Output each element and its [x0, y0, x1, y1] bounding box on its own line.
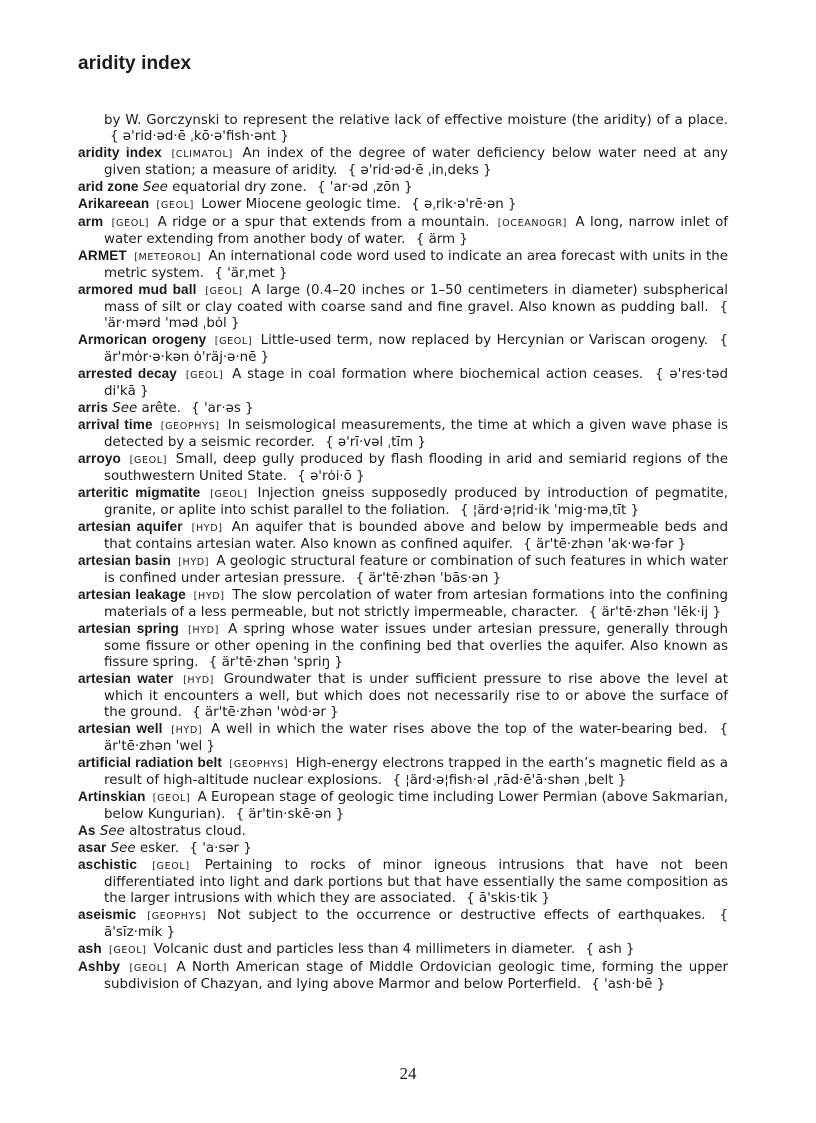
dictionary-entry: [78, 587, 728, 621]
entry-definition: A well in which the water rises above the top of the water-bearing bed.: [211, 722, 708, 737]
entry-term: ash: [78, 941, 102, 956]
entry-definition: A large (0.4–20 inches or 1–50 centimeters in diameter) subspherical mass of silt or clay coated with coarse sand and fine gravel. Also known as pudding ball.: [104, 283, 728, 315]
entry-field-label: [GEOL]: [129, 455, 168, 466]
entry-field-label: [CLIMATOL]: [171, 149, 233, 160]
entry-term: aschistic: [78, 857, 138, 872]
entry-term: As: [78, 823, 96, 838]
entry-term: artesian spring: [78, 621, 179, 636]
page-number: 24: [399, 1064, 417, 1083]
entry-pronunciation: { är'tē·zhən 'spriŋ }: [208, 655, 343, 670]
dictionary-entry: [78, 823, 728, 840]
dictionary-entry: [78, 553, 728, 587]
entry-term: artesian leakage: [78, 587, 186, 602]
entry-pronunciation: { 'ar·əs }: [191, 401, 254, 416]
dictionary-entry: [78, 196, 728, 214]
entry-pronunciation: { är'tin·skē·ən }: [235, 807, 345, 822]
entry-cross-reference-label: See: [142, 180, 168, 195]
entry-pronunciation: { ¦ärd·ə¦rid·ik 'mig·məˌtīt }: [459, 503, 640, 518]
entry-field-label: [GEOL]: [205, 286, 243, 297]
entry-pronunciation: { är'tē·zhən 'wȯd·ər }: [192, 705, 339, 720]
entry-definition: An index of the degree of water deficiency below water need at any given station; a measure of aridity.: [104, 146, 728, 178]
entry-term: arroyo: [78, 451, 121, 466]
running-header: aridity index: [78, 53, 192, 74]
entry-pronunciation: { ā'sīz·mik }: [104, 908, 728, 940]
entry-pronunciation: { 'ash·bē }: [591, 977, 666, 992]
entry-term: arteritic migmatite: [78, 485, 201, 500]
entry-term: aridity index: [78, 145, 162, 160]
entry-pronunciation: { är'tē·zhən 'bās·ən }: [355, 571, 502, 586]
dictionary-entry: [78, 721, 728, 755]
dictionary-entry: [78, 857, 728, 907]
entry-definition: Pertaining to rocks of minor igneous intrusions that have not been differentiated into light and dark portions but that have essentially the same composition as the larger intrusions with which they are associated.: [104, 858, 728, 906]
entry-definition: Not subject to the occurrence or destructive effects of earthquakes.: [217, 908, 706, 923]
entry-field-label: [OCEANOGR]: [497, 218, 567, 229]
entry-cross-reference: arête.: [141, 401, 181, 416]
entry-definition: A geologic structural feature or combination of such features in which water is confined under artesian pressure.: [104, 554, 728, 586]
entry-field-label: [GEOL]: [129, 963, 167, 974]
entry-field-label: [GEOPHYS]: [147, 911, 207, 922]
entry-pronunciation: { ärm }: [415, 232, 468, 247]
entry-field-label: [HYD]: [188, 625, 219, 636]
entry-term: artesian water: [78, 671, 174, 686]
entry-field-label: [GEOPHYS]: [229, 759, 289, 770]
entry-field-label: [GEOL]: [152, 793, 191, 804]
entry-cross-reference-label: See: [99, 824, 125, 839]
entry-term: Arikareean: [78, 196, 150, 211]
dictionary-entry: [78, 755, 728, 789]
entry-field-label: [GEOL]: [214, 336, 253, 347]
continued-entry: [78, 113, 728, 145]
entry-definition: A North American stage of Middle Ordovician geologic time, forming the upper subdivision of Chazyan, and lying above Marmor and below Porterfield.: [104, 960, 728, 992]
entry-term: asar: [78, 840, 107, 855]
entry-pronunciation: { ā'skis·tik }: [466, 891, 550, 906]
entry-pronunciation: { ¦ärd·ə¦fish·əl ˌrād·ē'ā·shən ˌbelt }: [392, 773, 627, 788]
entry-pronunciation: { är'tē·zhən 'lēk·ij }: [588, 605, 721, 620]
entry-pronunciation: { ə'res·təd di'kā }: [104, 367, 729, 399]
dictionary-entry: [78, 282, 728, 332]
entry-term: artesian basin: [78, 553, 171, 568]
dictionary-entry: [78, 417, 728, 451]
entry-pronunciation: { ə'rī·vəl ˌtīm }: [325, 435, 426, 450]
dictionary-entry: [78, 214, 728, 248]
entry-pronunciation: { əˌrik·ə'rē·ən }: [411, 197, 517, 212]
entry-field-label: [HYD]: [178, 557, 210, 568]
entry-term: arris: [78, 400, 108, 415]
entry-cross-reference: esker.: [139, 841, 180, 856]
entry-field-label: [GEOL]: [152, 861, 190, 872]
entry-definition: Groundwater that is under sufficient pressure to rise above the level at which it encounters a well, but which does not necessarily rise to or above the surface of the ground.: [104, 672, 729, 720]
entry-field-label: [GEOL]: [185, 370, 224, 381]
dictionary-entry: [78, 840, 728, 857]
entry-term: ARMET: [78, 248, 127, 263]
dictionary-entry: [78, 671, 728, 721]
dictionary-entry: [78, 451, 728, 485]
entry-definition: Injection gneiss supposedly produced by introduction of pegmatite, granite, or aplite into schist parallel to the foliation.: [104, 486, 729, 518]
entry-field-label: [GEOL]: [210, 489, 248, 500]
entry-definition: Small, deep gully produced by flash flooding in arid and semiarid regions of the southwestern United State.: [104, 452, 728, 484]
dictionary-entry: [78, 907, 728, 941]
entry-term: artesian well: [78, 721, 163, 736]
dictionary-entry: [78, 959, 728, 993]
entry-field-label: [GEOL]: [111, 218, 150, 229]
dictionary-entry: [78, 332, 728, 366]
entry-term: arrested decay: [78, 366, 177, 381]
entry-field-label: [GEOL]: [156, 200, 195, 211]
entry-term: Ashby: [78, 959, 121, 974]
entry-cross-reference: equatorial dry zone.: [172, 180, 307, 195]
entry-field-label: [HYD]: [193, 591, 225, 602]
entry-field-label: [HYD]: [171, 725, 203, 736]
entry-pronunciation: { ə'rid·əd·ē ˌkō·ə'fish·ənt }: [110, 129, 289, 144]
entry-definition: An aquifer that is bounded above and below by impermeable beds and that contains artesian water. Also known as confined aquifer.: [104, 520, 728, 552]
entry-pronunciation: { 'är·mərd 'məd ˌbȯl }: [104, 300, 728, 331]
entry-pronunciation: { ə'rid·əd·ē ˌinˌdeks }: [347, 163, 492, 178]
entry-term: aseismic: [78, 907, 137, 922]
entry-pronunciation: { 'ar·əd ˌzōn }: [317, 180, 413, 195]
entry-definition: by W. Gorczynski to represent the relative lack of effective moisture (the aridity) of a place.: [104, 113, 728, 128]
dictionary-entry: [78, 145, 728, 179]
dictionary-entry: [78, 400, 728, 417]
entry-term: armored mud ball: [78, 282, 197, 297]
entry-definition: A long, narrow inlet of water extending from another body of water.: [104, 215, 729, 247]
entry-cross-reference: altostratus cloud.: [129, 824, 246, 839]
entry-field-label: [GEOPHYS]: [160, 421, 220, 432]
entry-pronunciation: { är'mȯr·ə·kən ȯ'räj·ə·nē }: [104, 333, 729, 365]
entry-field-label: [GEOL]: [109, 945, 147, 956]
entry-term: arid zone: [78, 179, 139, 194]
entry-definition: An international code word used to indicate an area forecast with units in the metric system.: [104, 249, 728, 281]
entry-definition: Little-used term, now replaced by Hercynian or Variscan orogeny.: [260, 333, 709, 348]
entry-pronunciation: { ash }: [585, 942, 635, 957]
dictionary-entry: [78, 485, 728, 519]
dictionary-entry: [78, 179, 728, 196]
entry-field-label: [HYD]: [183, 675, 215, 686]
dictionary-entry: [78, 366, 728, 400]
dictionary-entry: [78, 941, 728, 959]
entry-definition: The slow percolation of water from artesian formations into the confining materials of a less permeable, but not strictly impermeable, character.: [104, 588, 728, 620]
entry-definition: A ridge or a spur that extends from a mountain.: [157, 215, 490, 230]
entry-definition: Lower Miocene geologic time.: [201, 197, 401, 212]
dictionary-entry: [78, 248, 728, 282]
entry-term: Artinskian: [78, 789, 146, 804]
entry-pronunciation: { 'ärˌmet }: [214, 266, 288, 281]
entry-cross-reference-label: See: [112, 401, 138, 416]
entry-term: arrival time: [78, 417, 153, 432]
entry-definition: A European stage of geologic time including Lower Permian (above Sakmarian, below Kungurian).: [104, 790, 728, 822]
entry-definition: In seismological measurements, the time at which a given wave phase is detected by a seismic recorder.: [104, 418, 728, 450]
entry-definition: A stage in coal formation where biochemical action ceases.: [232, 367, 644, 382]
entry-term: arm: [78, 214, 104, 229]
entry-term: artificial radiation belt: [78, 755, 223, 770]
entry-pronunciation: { 'a·sər }: [189, 841, 252, 856]
entry-pronunciation: { ə'rȯi·ō }: [297, 469, 365, 484]
entry-cross-reference-label: See: [110, 841, 136, 856]
entry-term: Armorican orogeny: [78, 332, 207, 347]
entry-pronunciation: { är'tē·zhən 'ak·wə·fər }: [523, 537, 687, 552]
entry-definition: High-energy electrons trapped in the earth’s magnetic field as a result of high-altitude nuclear explosions.: [104, 756, 728, 788]
entry-field-label: [HYD]: [191, 523, 223, 534]
dictionary-entry: [78, 519, 728, 553]
entry-field-label: [METEOROL]: [134, 252, 202, 263]
dictionary-entry: [78, 789, 728, 823]
dictionary-entry: [78, 621, 728, 671]
dictionary-entries: [78, 113, 728, 993]
entry-definition: A spring whose water issues under artesian pressure, generally through some fissure or other opening in the confining bed that overlies the aquifer. Also known as fissure spring.: [104, 622, 728, 670]
entry-pronunciation: { är'tē·zhən 'wel }: [104, 722, 728, 754]
entry-definition: Volcanic dust and particles less than 4 millimeters in diameter.: [153, 942, 576, 957]
entry-term: artesian aquifer: [78, 519, 183, 534]
